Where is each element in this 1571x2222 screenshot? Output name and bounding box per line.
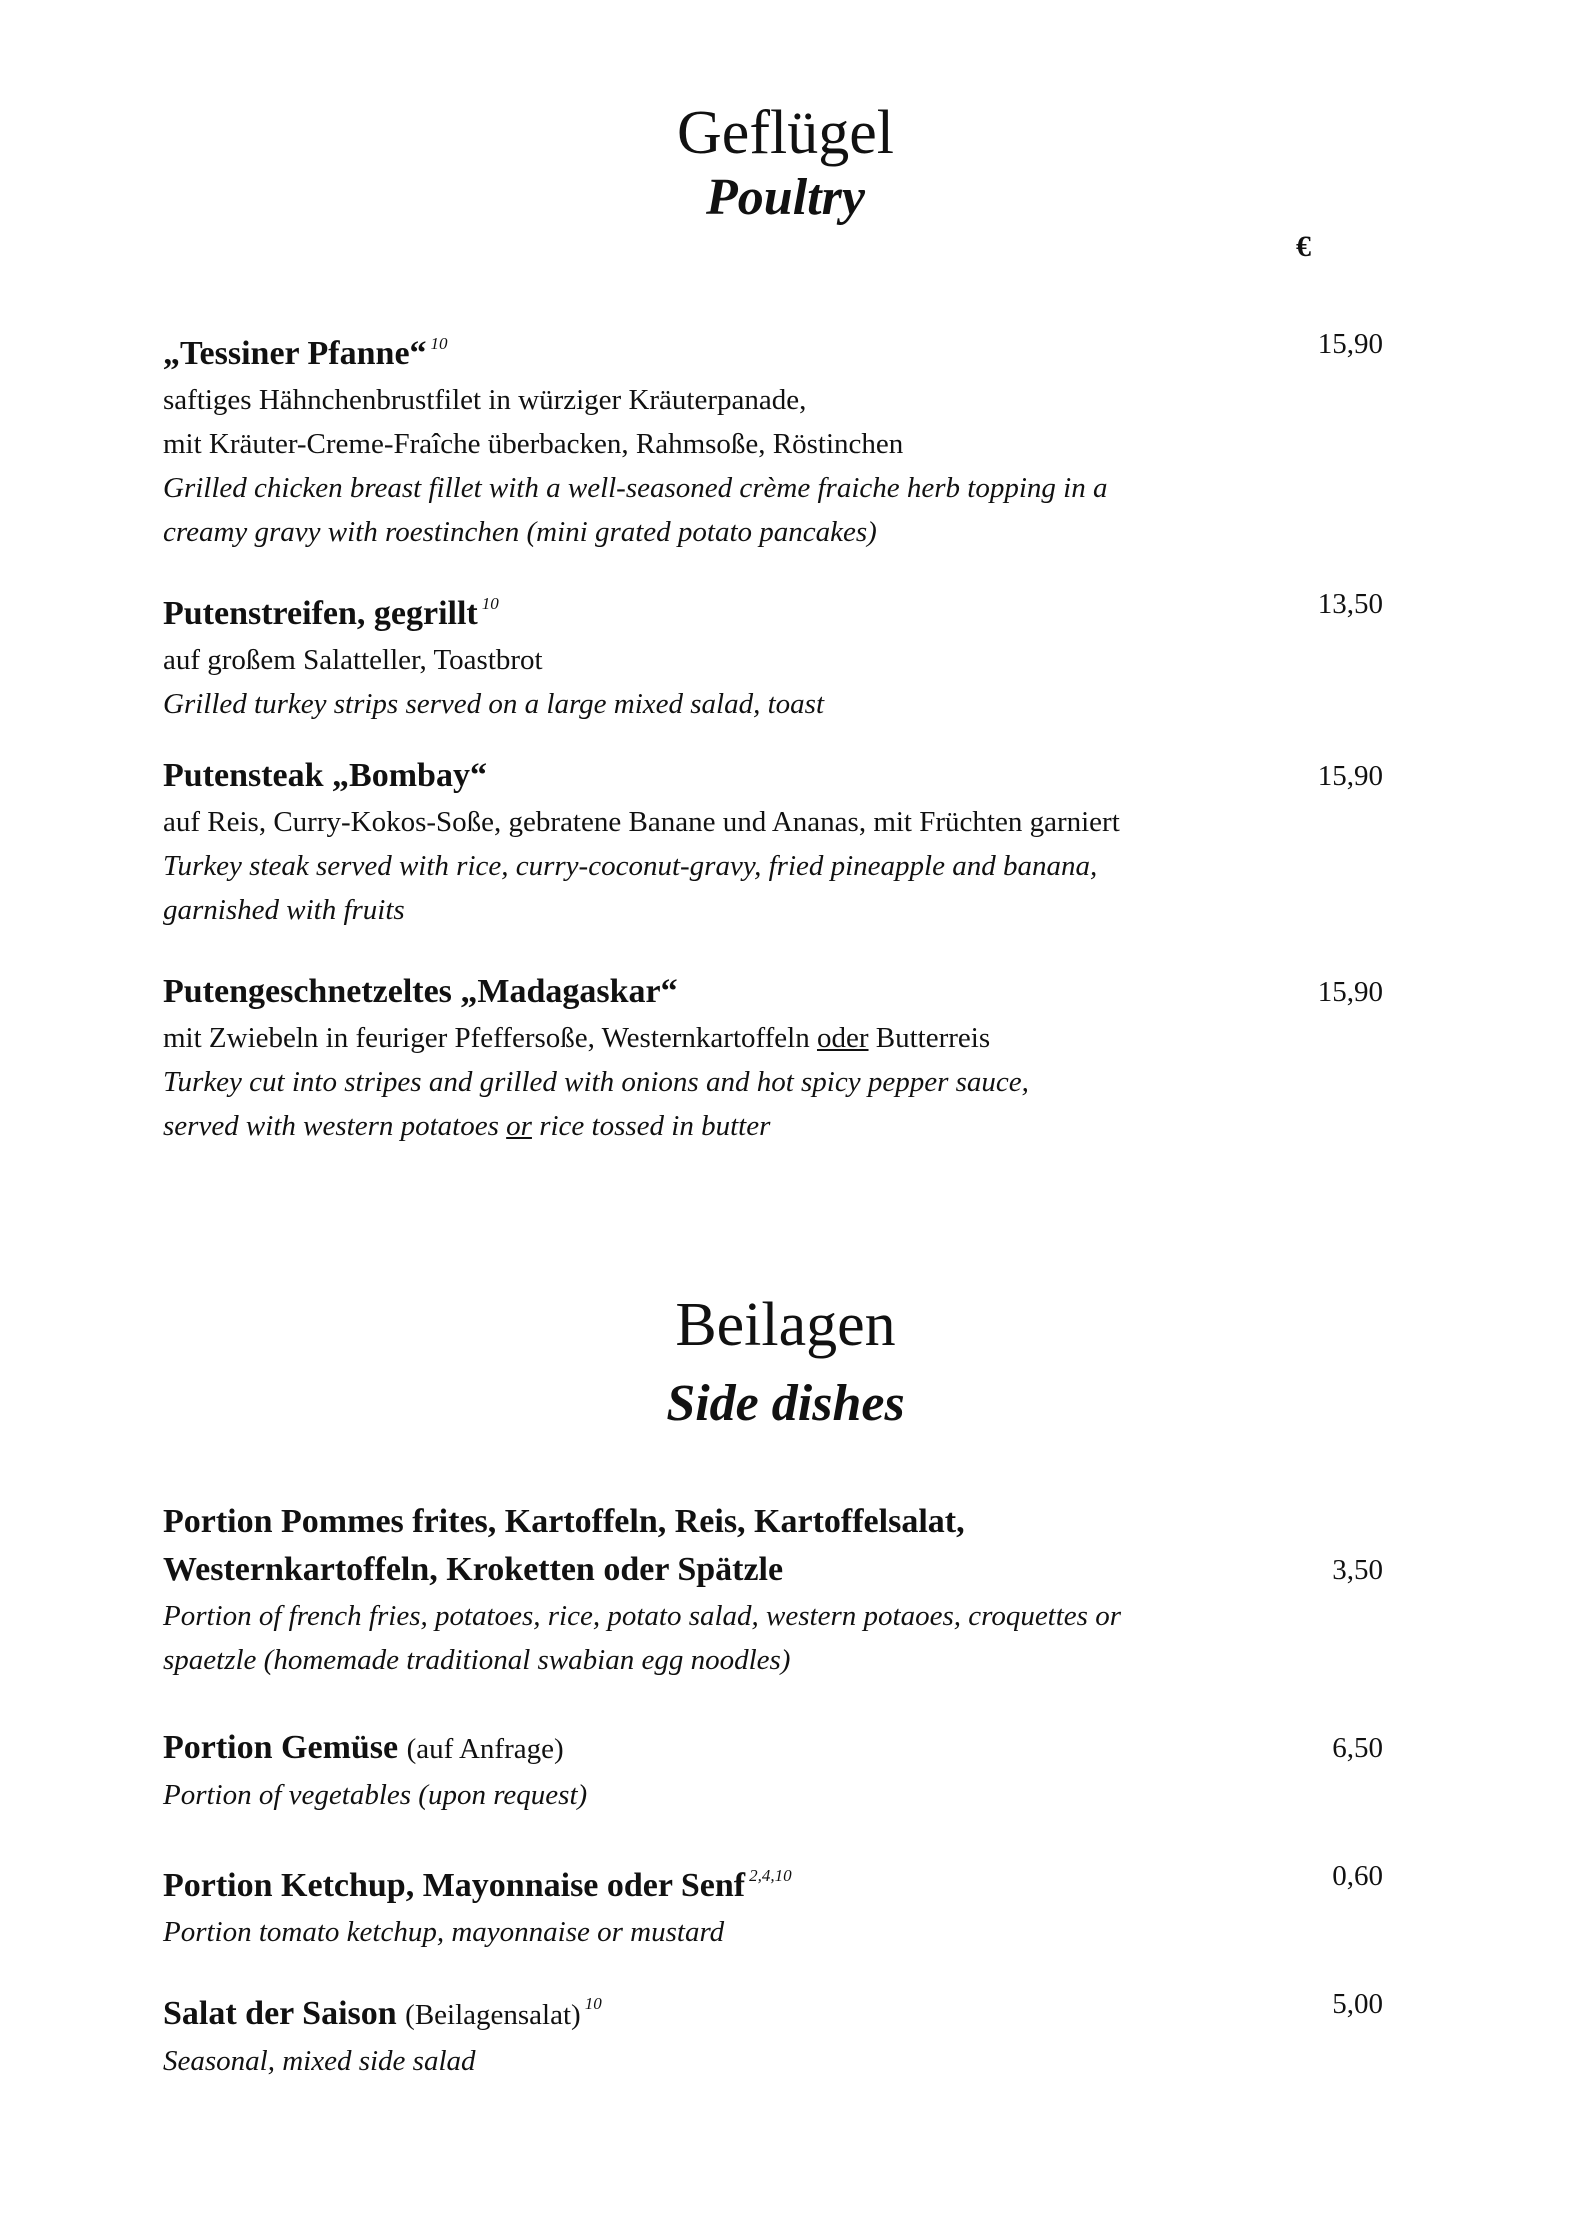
item-name-note: (auf Anfrage) xyxy=(406,1733,564,1765)
item-name-note: (Beilagensalat) xyxy=(405,1999,581,2031)
item-name: Westernkartoffeln, Kroketten oder Spätzle xyxy=(163,1551,784,1588)
item-price: 0,60 xyxy=(1332,1860,1383,1892)
item-description-en: Grilled chicken breast fillet with a well-seasoned crème fraiche herb topping in a xyxy=(163,472,1108,504)
item-price: 15,90 xyxy=(1317,976,1383,1008)
item-description-en xyxy=(163,1104,1383,1148)
allergen-note: 10 xyxy=(584,1994,602,2013)
section-title-poultry: Geflügel xyxy=(677,99,894,167)
item-name: „Tessiner Pfanne“ xyxy=(163,335,427,372)
item-description-en: garnished with fruits xyxy=(163,894,405,926)
item-description-en: spaetzle (homemade traditional swabian egg noodles) xyxy=(163,1644,791,1676)
item-description-en: Turkey steak served with rice, curry-coconut-gravy, fried pineapple and banana, xyxy=(163,850,1098,882)
item-description-de: mit Kräuter-Creme-Fraîche überbacken, Rahmsoße, Röstinchen xyxy=(163,428,904,460)
text-span: mit Zwiebeln in feuriger Pfeffersoße, Westernkartoffeln xyxy=(163,1022,817,1054)
menu-item-putensteak-bombay xyxy=(163,752,1383,932)
section-subtitle-sides: Side dishes xyxy=(666,1375,905,1432)
menu-item-putengeschnetzeltes xyxy=(163,968,1383,1148)
item-name: Portion Pommes frites, Kartoffeln, Reis, Kartoffelsalat, xyxy=(163,1503,965,1540)
allergen-note: 10 xyxy=(430,334,448,353)
menu-item-putenstreifen xyxy=(163,580,1383,726)
item-description-de: auf Reis, Curry-Kokos-Soße, gebratene Banane und Ananas, mit Früchten garniert xyxy=(163,806,1120,838)
item-name: Putensteak „Bombay“ xyxy=(163,757,487,794)
item-price: 3,50 xyxy=(1332,1554,1383,1586)
text-span: served with western potatoes xyxy=(163,1110,507,1142)
menu-item-portion-ketchup xyxy=(163,1852,1383,1954)
menu-item-tessiner-pfanne xyxy=(163,320,1383,554)
item-description-en: Portion of french fries, potatoes, rice, potato salad, western potaoes, croquettes or xyxy=(163,1600,1121,1632)
menu-item-salat-der-saison xyxy=(163,1980,1383,2083)
allergen-note: 10 xyxy=(481,594,499,613)
item-name: Putengeschnetzeltes „Madagaskar“ xyxy=(163,973,678,1010)
currency-symbol: € xyxy=(1296,230,1311,263)
item-description-de: saftiges Hähnchenbrustfilet in würziger Kräuterpanade, xyxy=(163,384,807,416)
item-name: Portion Ketchup, Mayonnaise oder Senf xyxy=(163,1867,746,1904)
item-description-en: Seasonal, mixed side salad xyxy=(163,2045,476,2077)
item-description-en: Grilled turkey strips served on a large mixed salad, toast xyxy=(163,688,825,720)
item-price: 13,50 xyxy=(1317,588,1383,620)
item-name: Salat der Saison xyxy=(163,1995,397,2032)
item-description-en: creamy gravy with roestinchen (mini grated potato pancakes) xyxy=(163,516,877,548)
item-name: Portion Gemüse xyxy=(163,1729,399,1766)
item-description-en: Turkey cut into stripes and grilled with onions and hot spicy pepper sauce, xyxy=(163,1066,1029,1098)
item-description-de: auf großem Salatteller, Toastbrot xyxy=(163,644,543,676)
item-description-en: Portion of vegetables (upon request) xyxy=(163,1779,588,1811)
menu-item-portion-gemuese xyxy=(163,1724,1383,1817)
item-price: 6,50 xyxy=(1332,1732,1383,1764)
item-description-de xyxy=(163,1016,1383,1060)
item-price: 5,00 xyxy=(1332,1988,1383,2020)
underlined-text: or xyxy=(506,1110,532,1142)
item-name: Putenstreifen, gegrillt xyxy=(163,595,478,632)
text-span: Butterreis xyxy=(868,1022,991,1054)
item-price: 15,90 xyxy=(1317,760,1383,792)
menu-item-portion-sides xyxy=(163,1498,1383,1682)
item-price: 15,90 xyxy=(1317,328,1383,360)
underlined-text: oder xyxy=(816,1022,869,1054)
text-span: rice tossed in butter xyxy=(531,1110,771,1142)
section-title-sides: Beilagen xyxy=(675,1291,896,1359)
section-subtitle-poultry: Poultry xyxy=(706,169,865,226)
item-description-en: Portion tomato ketchup, mayonnaise or mustard xyxy=(163,1916,725,1948)
allergen-note: 2,4,10 xyxy=(749,1866,792,1885)
